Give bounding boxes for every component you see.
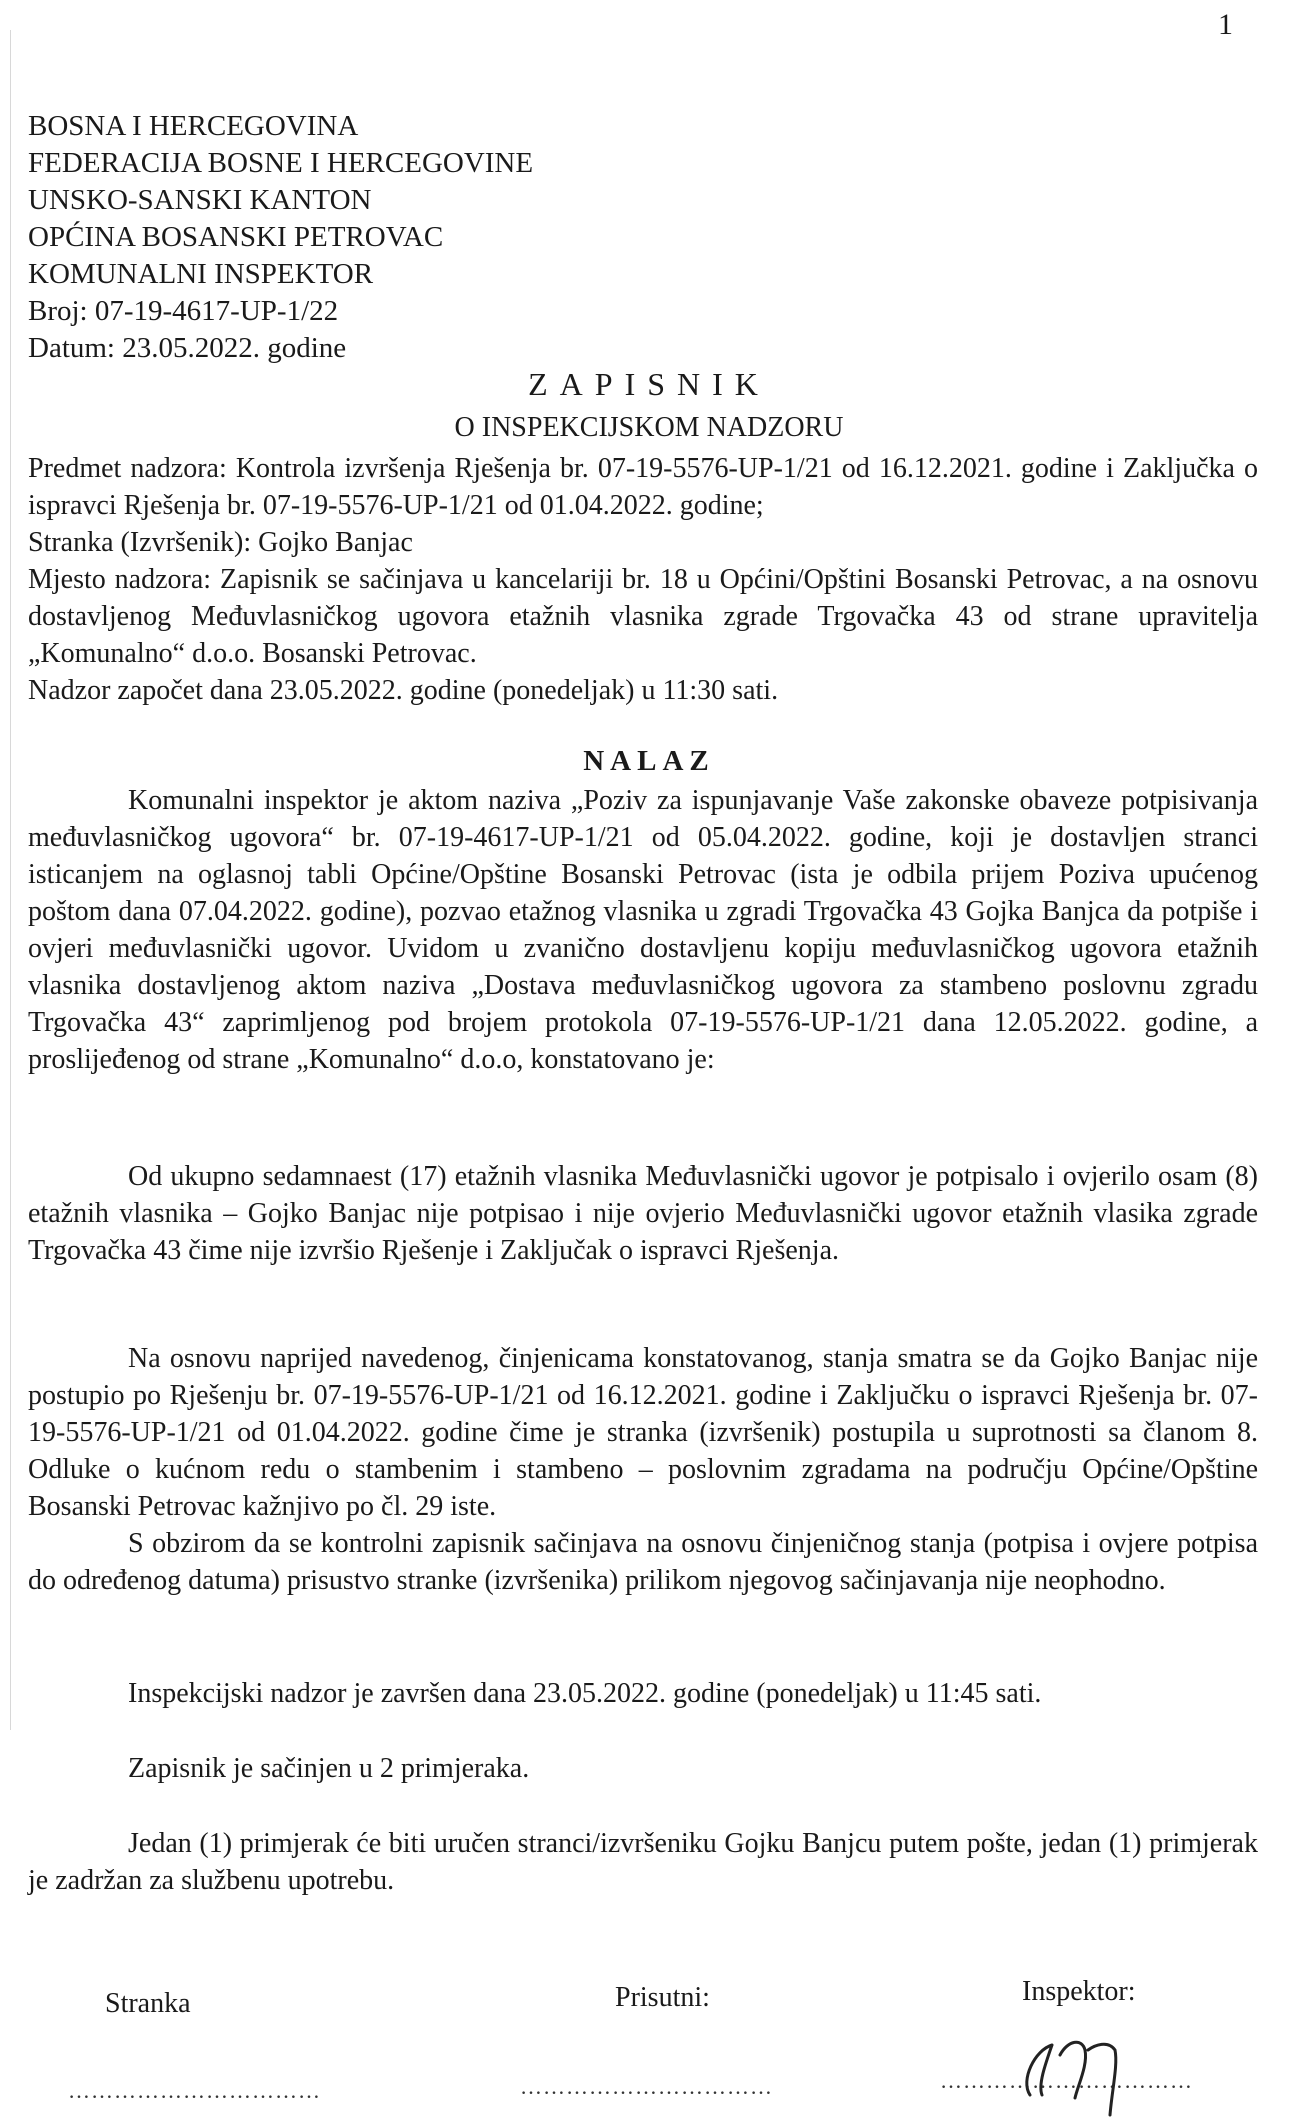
header-line: BOSNA I HERCEGOVINA (28, 110, 359, 142)
document-number: Broj: 07-19-4617-UP-1/22 (28, 295, 339, 327)
paragraph-3: Na osnovu naprijed navedenog, činjenicama konstatovanog, stanja smatra se da Gojko Banjac nije postupio po Rješenju br. 07-19-5576-UP-1/21 od 16.12.2021. godine i Zaključku o ispravci Rješenja br. 07-19-5576-UP-1/21 od 01.04.2022. godine čime je stranka (izvršenik) postupila u suprotnosti sa članom 8. Odluke o kućnom redu o stambenim i stambeno – poslovnim zgradama na području Općine/Opštine Bosanski Petrovac kažnjivo po čl. 29 iste. (28, 1343, 1258, 1522)
header-line: OPĆINA BOSANSKI PETROVAC (28, 221, 444, 253)
paragraph-6: Zapisnik je sačinjen u 2 primjeraka. (128, 1753, 530, 1784)
nalaz-heading: NALAZ (583, 745, 715, 777)
intro-block (28, 450, 1258, 709)
document-header (28, 108, 533, 367)
paragraph-1: Komunalni inspektor je aktom naziva „Poziv za ispunjavanje Vaše zakonske obaveze potpisivanja međuvlasničkog ugovora“ br. 07-19-4617-UP-1/21 od 05.04.2022. godine, koji je dostavljen stranci isticanjem na oglasnoj tabli Općine/Opštine Bosanski Petrovac (ista je odbila prijem Poziva upućenog poštom dana 07.04.2022. godine), pozvao etažnog vlasnika u zgradi Trgovačka 43 Gojka Banjca da potpiše i ovjeri međuvlasnički ugovor. Uvidom u zvanično dostavljenu kopiju međuvlasničkog ugovora etažnih vlasnika dostavljenog aktom naziva „Dostava međuvlasničkog ugovora za stambeno poslovnu zgradu Trgovačka 43“ zaprimljenog pod brojem protokola 07-19-5576-UP-1/21 dana 12.05.2022. godine, a proslijeđenog od strane „Komunalno“ d.o.o, konstatovano je: (28, 785, 1258, 1075)
document-date: Datum: 23.05.2022. godine (28, 332, 347, 364)
signature-scribble (990, 2010, 1190, 2120)
header-line: KOMUNALNI INSPEKTOR (28, 258, 374, 290)
document-subtitle: O INSPEKCIJSKOM NADZORU (454, 412, 844, 443)
paragraph-5: Inspekcijski nadzor je završen dana 23.05.2022. godine (ponedeljak) u 11:45 sati. (128, 1678, 1042, 1709)
mjesto-nadzora: Mjesto nadzora: Zapisnik se sačinjava u kancelariji br. 18 u Općini/Opštini Bosanski Petrovac, a na osnovu dostavljenog Međuvlasničkog ugovora etažnih vlasnika zgrade Trgovačka 43 od strane upravitelja „Komunalno“ d.o.o. Bosanski Petrovac. (28, 564, 1258, 669)
document-title: ZAPISNIK (528, 366, 770, 402)
page-number: 1 (1218, 8, 1233, 41)
stranka-line: Stranka (Izvršenik): Gojko Banjac (28, 527, 413, 558)
nadzor-zapocet: Nadzor započet dana 23.05.2022. godine (ponedeljak) u 11:30 sati. (28, 675, 779, 706)
signature-label-prisutni: Prisutni: (615, 1982, 710, 2013)
signature-label-inspektor: Inspektor: (1022, 1976, 1136, 2007)
predmet-nadzora: Predmet nadzora: Kontrola izvršenja Rješenja br. 07-19-5576-UP-1/21 od 16.12.2021. godine i Zaključka o ispravci Rješenja br. 07-19-5576-UP-1/21 od 01.04.2022. godine; (28, 453, 1258, 521)
paragraph-4: S obzirom da se kontrolni zapisnik sačinjava na osnovu činjeničnog stanja (potpisa i ovjere potpisa do određenog datuma) prisustvo stranke (izvršenika) prilikom njegovog sačinjavanja nije neophodno. (28, 1528, 1258, 1596)
signature-line-inspektor: …………………………… (940, 2068, 1193, 2093)
signature-line-stranka: …………………………… (68, 2078, 321, 2103)
header-line: FEDERACIJA BOSNE I HERCEGOVINE (28, 147, 534, 179)
signature-line-prisutni: …………………………… (520, 2074, 773, 2099)
header-line: UNSKO-SANSKI KANTON (28, 184, 372, 216)
paragraph-2: Od ukupno sedamnaest (17) etažnih vlasnika Međuvlasnički ugovor je potpisalo i ovjerilo osam (8) etažnih vlasnika – Gojko Banjac nije potpisao i nije ovjerio Međuvlasnički ugovor etažnih vlasika zgrade Trgovačka 43 čime nije izvršio Rješenje i Zaključak o ispravci Rješenja. (28, 1161, 1258, 1266)
signature-label-stranka: Stranka (105, 1988, 191, 2019)
paragraph-7: Jedan (1) primjerak će biti uručen stranci/izvršeniku Gojku Banjcu putem pošte, jedan (1) primjerak je zadržan za službenu upotrebu. (28, 1828, 1258, 1896)
inspector-handwritten-signature (990, 2010, 1190, 2120)
scan-margin-line (10, 30, 11, 1730)
